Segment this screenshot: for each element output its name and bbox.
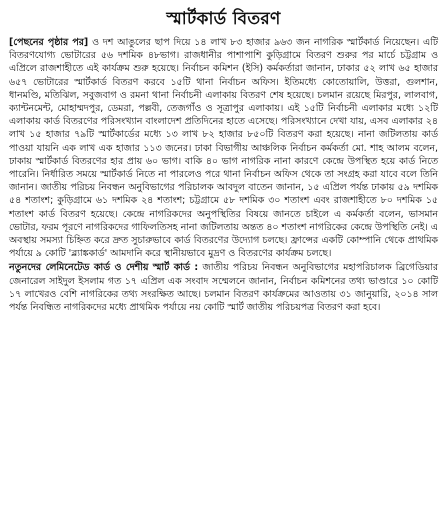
article-paragraph-1 [9, 36, 438, 260]
article-paragraph-2 [9, 261, 438, 314]
paragraph-2-body: জাতীয় পরিচয় নিবন্ধন অনুবিভাগের মহাপরিচালক ব্রিগেডিয়ার জেনারেল সাইদুল ইসলাম গত ১৭ এপ্রিল এক সংবাদ সম্মেলনে জানান, নির্বাচন কমিশনের তথ্য ভাণ্ডারে ১০ কোটি ১৭ লাখেরও বেশি নাগরিকের তথ্য সংরক্ষিত আছে। চলমান বিতরণ কার্যক্রমের আওতায় ৩১ জানুয়ারি, ২০১৪ সাল পর্যন্ত নিবন্ধিত নাগরিকদের মধ্যে প্রাথমিক পর্যায়ে নয় কোটি স্মার্ট জাতীয় পরিচয়পত্র বিতরণ করা হবে। [9, 262, 439, 314]
continued-from-label: [পেছনের পৃষ্ঠার পর] [9, 37, 89, 48]
article-title: স্মার্টকার্ড বিতরণ [166, 9, 281, 29]
paragraph-1-body: ও দশ আঙুলের ছাপ দিয়ে ১৪ লাখ ৮৩ হাজার ৯৬৩ জন নাগরিক স্মার্টকার্ড নিয়েছেন। এটি বিতরণযোগ্য ভোটারের ৫৬ দশমিক ৪৮ভাগ। রাজধানীর পাশাপাশি কুড়িগ্রামে বিতরণ শুরুর পর মার্চে চট্টগ্রাম ও এপ্রিলে রাজশাহীতে এই কার্যক্রম শুরু হয়েছে। নির্বাচন কমিশন (ইসি) কর্মকর্তারা জানান, ঢাকার ৫২ লাখ ৬৫ হাজার ৬৫৭ ভোটারের স্মার্টকার্ড বিতরণ করবে ১৫টি থানা নির্বাচন অফিস। ইতিমধ্যে কোতোয়ালি, উত্তরা, গুলশান, ধানমণ্ডি, মতিঝিল, সবুজবাগ ও রমনা থানা নির্বাচনী এলাকায় বিতরণ শেষ হয়েছে। চলমান রয়েছে মিরপুর, লালবাগ, ক্যান্টনমেন্ট, মোহাম্মদপুর, ডেমরা, পল্লবী, তেজগাঁও ও সূত্রাপুর এলাকায়। এই ১৫টি নির্বাচনী এলাকার মধ্যে ১২টি এলাকায় কার্ড বিতরণের পরিসংখ্যান বাংলাদেশ প্রতিদিনের হাতে এসেছে। পরিসংখ্যানে দেখা যায়, এসব এলাকার ২৪ লাখ ১৫ হাজার ৭৯টি স্মার্টকার্ডের মধ্যে ১৩ লাখ ৮২ হাজার ৮৫০টি বিতরণ করা হয়েছে। নানা জটিলতায় কার্ড পাওয়া যায়নি এক লাখ এক হাজার ১১৩ জনের। ঢাকা বিভাগীয় আঞ্চলিক নির্বাচন কর্মকর্তা মো. শাহ আলম বলেন, ঢাকায় স্মার্টকার্ড বিতরণের হার প্রায় ৬০ ভাগ। বাকি ৪০ ভাগ নাগরিক নানা কারণে কেন্দ্রে উপস্থিত হয়ে কার্ড নিতে পারেনি। নির্ধারিত সময়ে স্মার্টকার্ড নিতে না পারলেও পরে থানা নির্বাচন অফিস থেকে তা সংগ্রহ করা যাবে বলে তিনি জানান। জাতীয় পরিচয় নিবন্ধন অনুবিভাগের পরিচালক আবদুল বাতেন জানান, ১৫ এপ্রিল পর্যন্ত ঢাকায় ৫৯ দশমিক ৫৪ শতাংশ; কুড়িগ্রামে ৬১ দশমিক ২৪ শতাংশ; চট্টগ্রামে ৫৮ দশমিক ৩০ শতাংশ এবং রাজশাহীতে ৮০ দশমিক ১৫ শতাংশ কার্ড বিতরণ হয়েছে। কেন্দ্রে নাগরিকদের অনুপস্থিতির বিষয়ে জানতে চাইলে এ কর্মকর্তা বলেন, ভাসমান ভোটার, ফরম পূরণে নাগরিকদের গাফিলতিসহ নানা জটিলতায় অন্তত ৪০ শতাংশ নাগরিকের কেন্দ্রে উপস্থিতি নেই। এ অবস্থায় সমস্যা চিহ্নিত করে দ্রুত সুচারুভাবে কার্ড বিতরণের উদ্যোগ চলছে। ফ্রান্সের একটি কোম্পানি থেকে প্রাথমিক পর্যায়ে ৯ কোটি 'ব্ল্যাঙ্ককার্ড' আমদানি করে স্থানীয়ভাবে মুদ্রণ ও বিতরণের কার্যক্রম চলছে। [9, 37, 438, 260]
subheading-laminated-card: নতুনদের লেমিনেটেড কার্ড ও দেশীয় স্মার্ট কার্ড : [9, 262, 199, 274]
